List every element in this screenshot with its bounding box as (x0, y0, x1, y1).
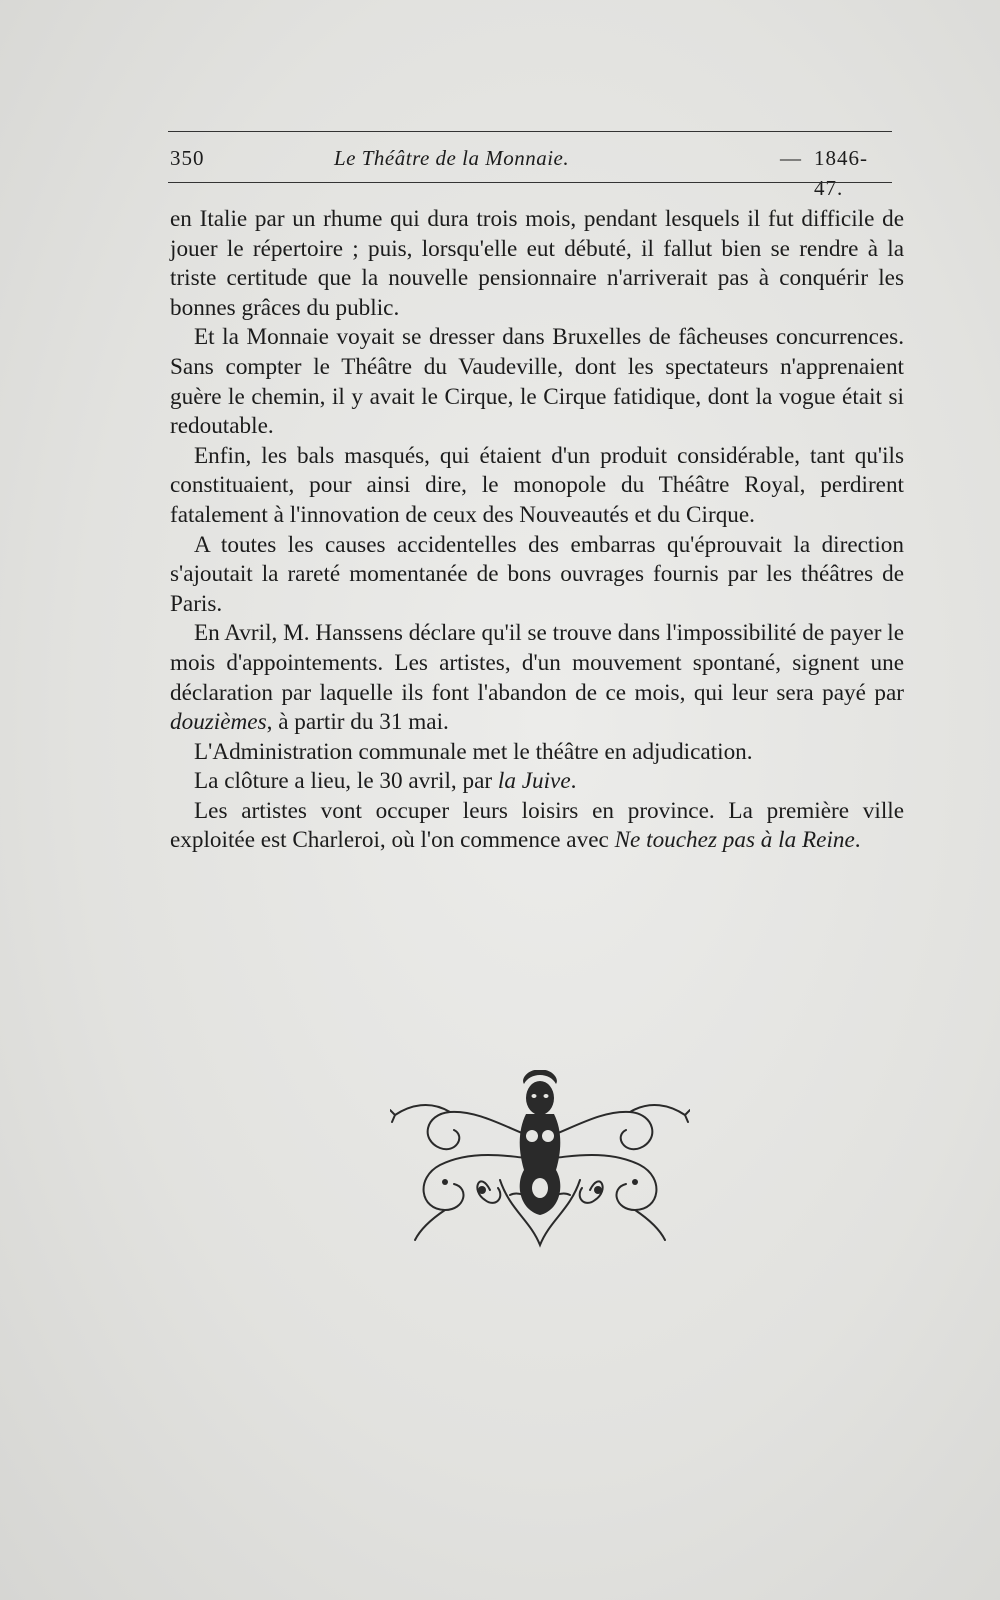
paragraph-text: Les artistes vont occuper leurs loisirs en province. La première ville exploitée est Charleroi, où l'on commence avec (170, 797, 904, 854)
paragraph-closing (170, 767, 904, 797)
italic-title: la Juive (497, 768, 571, 795)
paragraph-province (170, 797, 904, 856)
italic-term: douzièmes (170, 709, 267, 736)
header-separator: — (780, 146, 801, 170)
paragraph-masked-balls: Enfin, les bals masqués, qui étaient d'un produit considérable, tant qu'ils constituaient, pour ainsi dire, le monopole du Théâtre Royal, perdirent fatalement à l'innovation de ceux des Nouveautés et du Cirque. (170, 442, 904, 528)
paragraph-adjudication: L'Administration communale met le théâtre en adjudication. (194, 738, 753, 765)
running-years: 1846-47. (814, 146, 868, 200)
paragraph-text: . (854, 827, 861, 854)
running-title: Le Théâtre de la Monnaie. (334, 146, 570, 170)
body-text (170, 205, 904, 856)
paragraph-text: , à partir du 31 mai. (266, 709, 449, 736)
running-header (168, 143, 892, 200)
header-rule-bottom (168, 182, 892, 183)
paragraph-text: La clôture a lieu, le 30 avril, par (194, 768, 498, 795)
header-rule-top (168, 131, 892, 132)
paragraph-continuation: en Italie par un rhume qui dura trois mois, pendant lesquels il fut difficile de jouer le répertoire ; puis, lorsqu'elle eut débuté, il fallut bien se rendre à la triste certitude que la nouvelle pensionnaire n'arriverait pas à conquérir les bonnes grâces du public. (170, 206, 904, 321)
paragraph-text: . (570, 768, 577, 795)
mermaid-ornament-icon (390, 1070, 690, 1250)
paragraph-april-salaries (170, 619, 904, 737)
paragraph-competition: Et la Monnaie voyait se dresser dans Bruxelles de fâcheuses concurrences. Sans compter le Théâtre du Vaudeville, dont les spectateurs n'apprenaient guère le chemin, il y avait le Cirque, le Cirque fatidique, dont la vogue était si redoutable. (170, 324, 904, 440)
italic-title: Ne touchez pas à la Reine (614, 827, 855, 854)
paragraph-embarrassments: A toutes les causes accidentelles des embarras qu'éprouvait la direction s'ajoutait la rareté momentanée de bons ouvrages fournis par les théâtres de Paris. (170, 531, 904, 617)
page-number: 350 (170, 146, 205, 170)
paragraph-text: En Avril, M. Hanssens déclare qu'il se trouve dans l'impossibilité de payer le mois d'appointements. Les artistes, d'un mouvement spontané, signent une déclaration par laquelle ils font l'abandon de ce mois, qui leur sera payé par (170, 620, 904, 706)
